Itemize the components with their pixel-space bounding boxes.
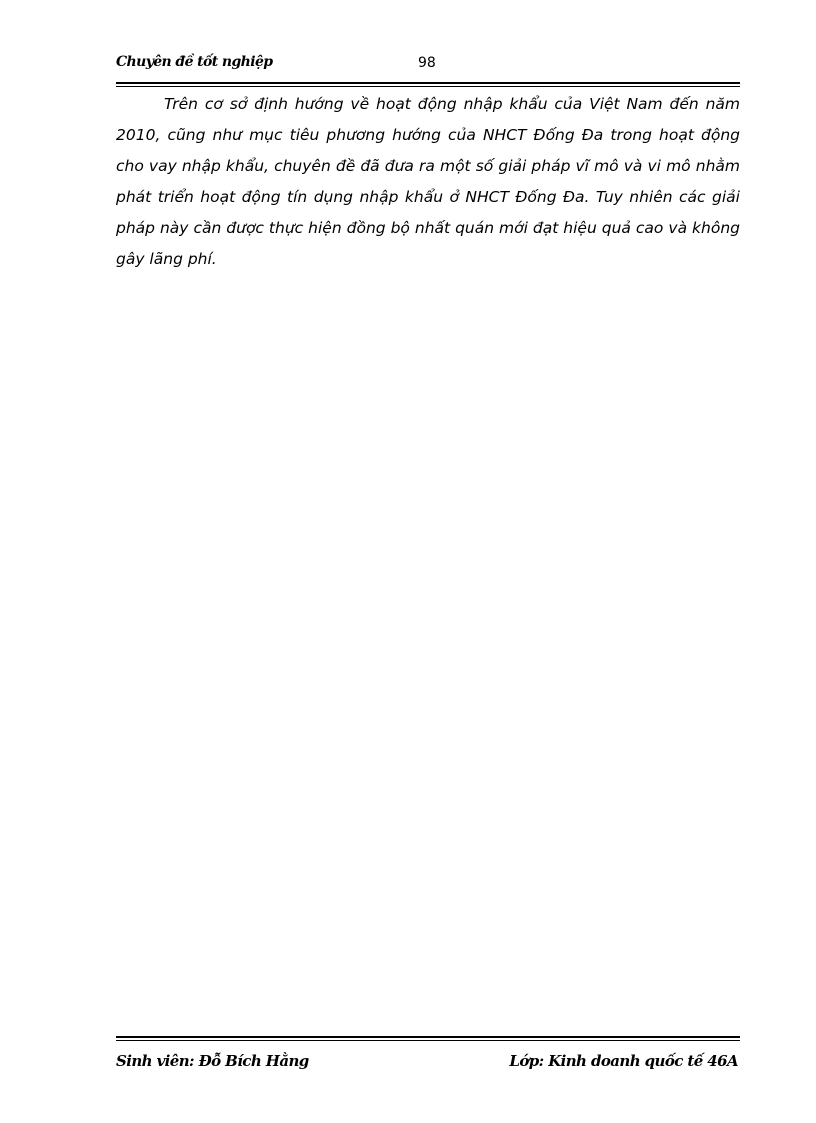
footer-class-name: Lớp: Kinh doanh quốc tế 46A xyxy=(509,1052,738,1070)
header-title: Chuyên đề tốt nghiệp xyxy=(116,54,273,70)
footer-divider xyxy=(116,1036,740,1041)
footer-student-name: Sinh viên: Đỗ Bích Hằng xyxy=(116,1052,309,1070)
body-paragraph: Trên cơ sở định hướng về hoạt động nhập khẩu của Việt Nam đến năm 2010, cũng như mục tiêu phương hướng của NHCT Đống Đa trong hoạt động cho vay nhập khẩu, chuyên đề đã đưa ra một số giải pháp vĩ mô và vi mô nhằm phát triển hoạt động tín dụng nhập khẩu ở NHCT Đống Đa. Tuy nhiên các giải pháp này cần được thực hiện đồng bộ nhất quán mới đạt hiệu quả cao và không gây lãng phí. xyxy=(116,95,740,268)
page-number: 98 xyxy=(418,55,436,71)
header-divider xyxy=(116,82,740,87)
